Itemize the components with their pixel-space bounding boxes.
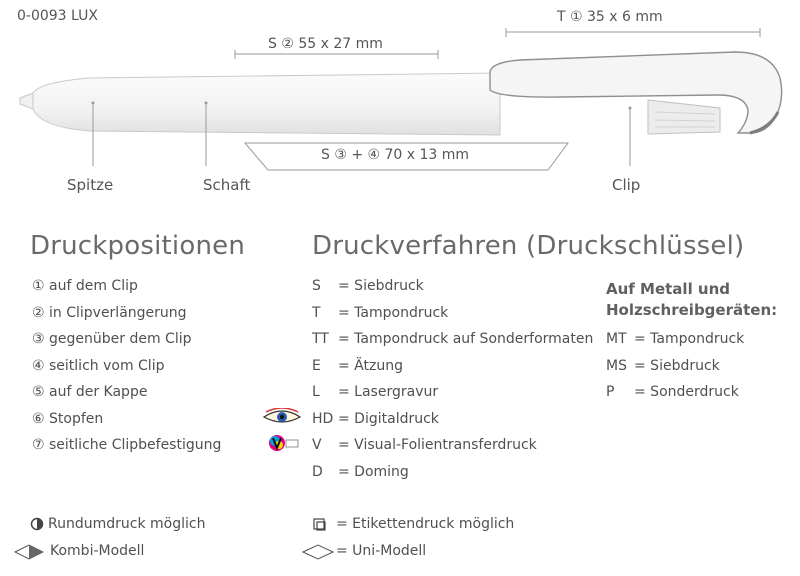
metal-label: = Siebdruck — [634, 357, 720, 374]
metal-code: MT — [606, 331, 627, 347]
position-item-2: ② in Clipverlängerung — [32, 304, 187, 321]
part-label-tip: Spitze — [67, 176, 114, 194]
position-item-4: ④ seitlich vom Clip — [32, 357, 165, 374]
legend-kombi-label: Kombi-Modell — [50, 543, 145, 559]
method-item-hd — [312, 406, 593, 433]
method-item-e — [312, 353, 593, 380]
method-label: = Doming — [338, 463, 409, 480]
position-item-7: ⑦ seitliche Clipbefestigung — [32, 437, 222, 453]
eye-icon — [262, 408, 302, 426]
visual-logo-icon — [268, 432, 300, 454]
metal-label: = Tampondruck — [634, 331, 745, 347]
method-code: V — [312, 437, 322, 453]
metal-label: = Sonderdruck — [634, 384, 739, 400]
method-label: = Lasergravur — [338, 384, 439, 400]
legend-round-label: Rundumdruck möglich — [48, 516, 206, 532]
metal-item-mt — [606, 326, 744, 353]
dim-clip-extension-label: S ② 55 x 27 mm — [268, 36, 383, 52]
method-label: = Ätzung — [338, 357, 403, 374]
method-code: E — [312, 357, 321, 374]
pen-illustration — [0, 0, 800, 210]
method-code: T — [312, 304, 321, 321]
method-code: HD — [312, 410, 334, 427]
method-item-tt — [312, 326, 593, 353]
method-code: TT — [312, 331, 329, 347]
method-label: = Tampondruck — [338, 304, 449, 321]
metal-item-ms — [606, 353, 744, 380]
clip-base — [648, 100, 720, 134]
metal-code: MS — [606, 357, 627, 374]
metal-list — [606, 326, 744, 406]
method-item-v — [312, 432, 593, 459]
methods-heading: Druckverfahren (Druckschlüssel) — [312, 231, 745, 261]
dim-side-label: S ③ + ④ 70 x 13 mm — [321, 147, 470, 163]
pen-tip — [20, 93, 33, 109]
positions-heading: Druckpositionen — [30, 231, 245, 261]
positions-list — [32, 273, 221, 459]
method-item-t — [312, 300, 593, 327]
method-item-s — [312, 273, 593, 300]
product-code: 0-0093 LUX — [17, 8, 98, 24]
method-item-d — [312, 459, 593, 486]
method-code: D — [312, 463, 323, 480]
dim-clip-label: T ① 35 x 6 mm — [557, 9, 663, 25]
method-label: = Visual-Folientransferdruck — [338, 437, 537, 453]
metal-heading: Auf Metall und Holzschreibgeräten: — [606, 280, 778, 319]
square-label-icon — [313, 518, 326, 531]
uni-diamond-icon — [302, 544, 334, 560]
part-label-shaft: Schaft — [203, 176, 251, 194]
method-code: L — [312, 384, 320, 400]
method-code: S — [312, 278, 321, 294]
method-label: = Digitaldruck — [338, 410, 439, 427]
method-label: = Tampondruck auf Sonderformaten — [338, 331, 594, 347]
position-item-5: ⑤ auf der Kappe — [32, 384, 148, 400]
part-label-clip: Clip — [612, 176, 641, 194]
dim-line-clip — [506, 28, 760, 37]
legend-uni-label: = Uni-Modell — [336, 543, 427, 559]
pen-clip — [490, 52, 782, 133]
method-item-l — [312, 379, 593, 406]
position-item-6: ⑥ Stopfen — [32, 410, 104, 427]
metal-item-p — [606, 379, 744, 406]
methods-list — [312, 273, 593, 485]
half-circle-icon — [30, 517, 44, 531]
position-item-3: ③ gegenüber dem Clip — [32, 331, 192, 347]
kombi-diamond-icon — [14, 544, 44, 560]
method-label: = Siebdruck — [338, 278, 424, 294]
pen-body — [33, 73, 500, 135]
position-item-1: ① auf dem Clip — [32, 278, 138, 294]
legend-label-print-label: = Etikettendruck möglich — [336, 516, 515, 532]
metal-code: P — [606, 384, 615, 400]
